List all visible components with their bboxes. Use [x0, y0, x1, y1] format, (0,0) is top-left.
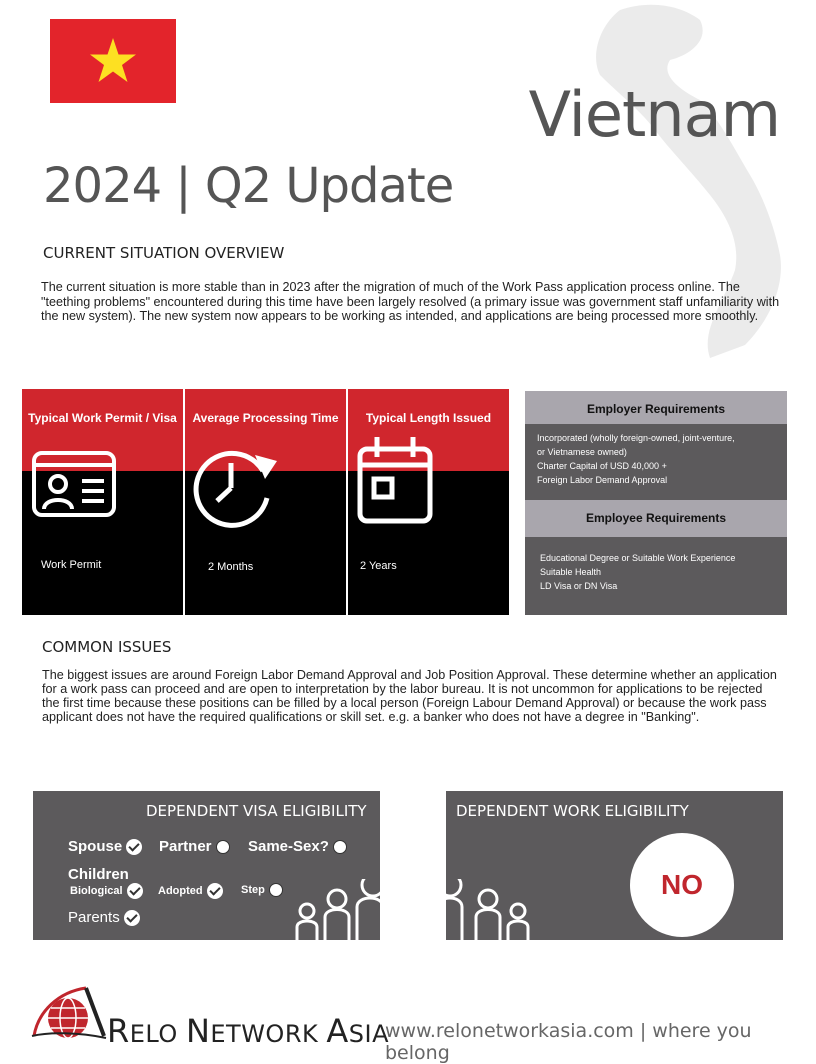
work-eligibility-answer: NO — [630, 833, 734, 937]
card-title: Typical Length Issued — [365, 411, 492, 425]
check-icon — [124, 910, 140, 926]
issues-heading: COMMON ISSUES — [42, 638, 172, 656]
card-value: 2 Months — [208, 561, 254, 573]
update-title: 2024 | Q2 Update — [43, 158, 454, 214]
card-processing-time — [185, 389, 346, 615]
empty-circle-icon — [269, 883, 283, 897]
employer-item: Incorporated (wholly foreign-owned, joint-venture, — [537, 433, 735, 443]
country-title: Vietnam — [528, 78, 780, 151]
vietnam-flag — [50, 19, 176, 103]
partner-option: Partner — [159, 838, 230, 855]
employee-heading: Employee Requirements — [525, 500, 787, 537]
dependent-visa-title: DEPENDENT VISA ELIGIBILITY — [146, 802, 367, 820]
star-icon — [88, 36, 138, 86]
card-title: Average Processing Time — [192, 411, 339, 425]
footer-url[interactable]: www.relonetworkasia.com | where you belong — [385, 1020, 752, 1064]
card-work-permit — [22, 389, 183, 615]
dependent-work-title: DEPENDENT WORK ELIGIBILITY — [456, 802, 689, 820]
employee-item: Suitable Health — [540, 567, 602, 577]
overview-body: The current situation is more stable than in 2023 after the migration of much of the Work Pass application process online. The "teething problems" encountered during this time have been largely resolved (a primary issue was government staff unfamiliarity with the new system). The new system now appears to be working as intended, and applications are being processed more smoothly. — [41, 280, 780, 323]
card-length-issued — [348, 389, 509, 615]
step-option: Step — [241, 883, 283, 897]
employee-item: LD Visa or DN Visa — [540, 581, 618, 591]
calendar-icon — [357, 435, 433, 525]
check-icon — [126, 839, 142, 855]
adopted-option: Adopted — [158, 883, 223, 899]
employee-list — [540, 551, 735, 593]
biological-option: Biological — [70, 883, 143, 899]
employer-item: Charter Capital of USD 40,000 + — [537, 461, 667, 471]
card-title: Typical Work Permit / Visa — [28, 411, 177, 425]
empty-circle-icon — [333, 840, 347, 854]
employer-heading: Employer Requirements — [525, 391, 787, 424]
family-icon — [446, 879, 534, 940]
employee-item: Educational Degree or Suitable Work Experience — [540, 553, 736, 563]
check-icon — [207, 883, 223, 899]
brand-name: RELO NETWORK ASIA — [107, 1012, 389, 1050]
relo-globe-logo — [28, 986, 108, 1042]
family-icon — [293, 879, 380, 940]
dependent-visa-panel — [33, 791, 380, 940]
card-value: Work Permit — [41, 559, 102, 571]
clock-icon — [193, 443, 283, 529]
requirements-panel — [525, 391, 787, 615]
check-icon — [127, 883, 143, 899]
children-label: Children — [68, 866, 129, 883]
employer-item: or Vietnamese owned) — [537, 447, 627, 457]
spouse-option: Spouse — [68, 838, 142, 855]
empty-circle-icon — [216, 840, 230, 854]
id-card-icon — [32, 451, 116, 517]
dependent-work-panel — [446, 791, 783, 940]
employer-list — [537, 431, 735, 487]
parents-option: Parents — [68, 909, 140, 926]
same-sex-option: Same-Sex? — [248, 838, 347, 855]
employer-item: Foreign Labor Demand Approval — [537, 475, 668, 485]
card-value: 2 Years — [360, 560, 397, 572]
issues-body: The biggest issues are around Foreign Labor Demand Approval and Job Position Approval. These determine whether an application for a work pass can proceed and are open to interpretation by the labor bureau. It is not uncommon for applications to be rejected the first time because these positions can be filled by a local person (Foreign Labour Demand Approval) or because the work pass applicant does not have the required qualifications or skill set. e.g. a banker who does not have a degree in "Banking". — [42, 668, 777, 724]
overview-heading: CURRENT SITUATION OVERVIEW — [43, 244, 285, 262]
